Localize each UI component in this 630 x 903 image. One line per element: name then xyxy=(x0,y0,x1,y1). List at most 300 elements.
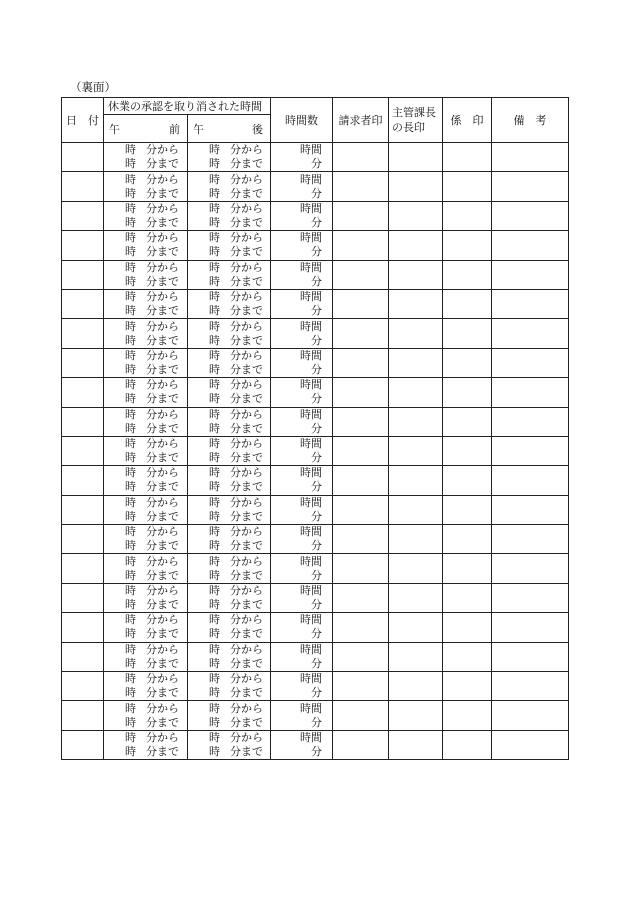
from-label: 分から xyxy=(230,260,263,274)
hour-label: 時 xyxy=(209,421,220,435)
pm-time-cell[interactable] xyxy=(188,348,271,377)
header-manager-seal xyxy=(389,98,443,143)
from-label: 分から xyxy=(146,348,179,362)
duration-hours-label: 時間 xyxy=(300,554,322,568)
from-label: 分から xyxy=(230,201,263,215)
clerk-seal-cell[interactable] xyxy=(443,260,492,289)
duration-hours-label: 時間 xyxy=(300,172,322,186)
table-row xyxy=(62,143,569,172)
hour-label: 時 xyxy=(209,231,220,245)
date-cell[interactable] xyxy=(62,583,104,612)
duration-hours-label: 時間 xyxy=(300,731,322,744)
manager-seal-cell[interactable] xyxy=(389,554,443,583)
clerk-seal-cell[interactable] xyxy=(443,172,492,201)
date-cell[interactable] xyxy=(62,260,104,289)
requester-seal-cell[interactable] xyxy=(333,613,389,642)
duration-cell[interactable] xyxy=(271,289,333,318)
clerk-seal-cell[interactable] xyxy=(443,407,492,436)
duration-minutes-label: 分 xyxy=(311,215,322,229)
duration-cell[interactable] xyxy=(271,466,333,495)
from-label: 分から xyxy=(146,319,179,333)
until-label: 分まで xyxy=(230,451,263,465)
requester-seal-cell[interactable] xyxy=(333,642,389,671)
hour-label: 時 xyxy=(125,378,136,392)
remarks-cell[interactable] xyxy=(492,701,569,730)
hour-label: 時 xyxy=(125,672,136,686)
date-cell[interactable] xyxy=(62,466,104,495)
hour-label: 時 xyxy=(125,290,136,304)
am-time-cell[interactable] xyxy=(104,701,188,730)
am-time-cell[interactable] xyxy=(104,436,188,465)
requester-seal-cell[interactable] xyxy=(333,143,389,172)
until-label: 分まで xyxy=(230,157,263,171)
manager-seal-cell[interactable] xyxy=(389,319,443,348)
header-pm-left: 午 xyxy=(193,123,204,136)
from-label: 分から xyxy=(230,348,263,362)
pm-time-cell[interactable] xyxy=(188,701,271,730)
hour-label: 時 xyxy=(125,172,136,186)
duration-minutes-label: 分 xyxy=(311,509,322,523)
requester-seal-cell[interactable] xyxy=(333,348,389,377)
duration-cell[interactable] xyxy=(271,348,333,377)
clerk-seal-cell[interactable] xyxy=(443,642,492,671)
remarks-cell[interactable] xyxy=(492,495,569,524)
table-row xyxy=(62,260,569,289)
until-label: 分まで xyxy=(146,539,179,553)
manager-seal-cell[interactable] xyxy=(389,378,443,407)
am-time-cell[interactable] xyxy=(104,554,188,583)
manager-seal-cell[interactable] xyxy=(389,172,443,201)
date-cell[interactable] xyxy=(62,172,104,201)
hour-label: 時 xyxy=(125,143,136,157)
table-row xyxy=(62,172,569,201)
clerk-seal-cell[interactable] xyxy=(443,730,492,759)
pm-time-cell[interactable] xyxy=(188,554,271,583)
clerk-seal-cell[interactable] xyxy=(443,436,492,465)
date-cell[interactable] xyxy=(62,201,104,230)
pm-time-cell[interactable] xyxy=(188,143,271,172)
remarks-cell[interactable] xyxy=(492,466,569,495)
am-time-cell[interactable] xyxy=(104,319,188,348)
duration-cell[interactable] xyxy=(271,730,333,759)
table-row xyxy=(62,701,569,730)
hour-label: 時 xyxy=(209,509,220,523)
manager-seal-cell[interactable] xyxy=(389,466,443,495)
date-cell[interactable] xyxy=(62,143,104,172)
date-cell[interactable] xyxy=(62,554,104,583)
table-row xyxy=(62,642,569,671)
from-label: 分から xyxy=(146,172,179,186)
date-cell[interactable] xyxy=(62,525,104,554)
until-label: 分まで xyxy=(146,715,179,729)
until-label: 分まで xyxy=(230,304,263,318)
am-time-cell[interactable] xyxy=(104,672,188,701)
date-cell[interactable] xyxy=(62,231,104,260)
date-cell[interactable] xyxy=(62,378,104,407)
until-label: 分まで xyxy=(146,509,179,523)
clerk-seal-cell[interactable] xyxy=(443,525,492,554)
hour-label: 時 xyxy=(125,642,136,656)
clerk-seal-cell[interactable] xyxy=(443,143,492,172)
am-time-cell[interactable] xyxy=(104,143,188,172)
requester-seal-cell[interactable] xyxy=(333,701,389,730)
date-cell[interactable] xyxy=(62,436,104,465)
duration-cell[interactable] xyxy=(271,613,333,642)
hour-label: 時 xyxy=(125,231,136,245)
requester-seal-cell[interactable] xyxy=(333,172,389,201)
manager-seal-cell[interactable] xyxy=(389,672,443,701)
clerk-seal-cell[interactable] xyxy=(443,466,492,495)
remarks-cell[interactable] xyxy=(492,583,569,612)
duration-minutes-label: 分 xyxy=(311,480,322,494)
from-label: 分から xyxy=(230,642,263,656)
duration-cell[interactable] xyxy=(271,260,333,289)
from-label: 分から xyxy=(230,407,263,421)
table-row xyxy=(62,436,569,465)
clerk-seal-cell[interactable] xyxy=(443,554,492,583)
hour-label: 時 xyxy=(209,143,220,157)
from-label: 分から xyxy=(230,231,263,245)
manager-seal-cell[interactable] xyxy=(389,407,443,436)
date-cell[interactable] xyxy=(62,701,104,730)
requester-seal-cell[interactable] xyxy=(333,672,389,701)
pm-time-cell[interactable] xyxy=(188,201,271,230)
hour-label: 時 xyxy=(209,304,220,318)
duration-cell[interactable] xyxy=(271,231,333,260)
remarks-cell[interactable] xyxy=(492,172,569,201)
am-time-cell[interactable] xyxy=(104,348,188,377)
duration-cell[interactable] xyxy=(271,554,333,583)
duration-hours-label: 時間 xyxy=(300,319,322,333)
until-label: 分まで xyxy=(146,392,179,406)
hour-label: 時 xyxy=(209,407,220,421)
duration-cell[interactable] xyxy=(271,143,333,172)
duration-minutes-label: 分 xyxy=(311,392,322,406)
duration-cell[interactable] xyxy=(271,319,333,348)
duration-minutes-label: 分 xyxy=(311,157,322,171)
remarks-cell[interactable] xyxy=(492,201,569,230)
until-label: 分まで xyxy=(230,274,263,288)
requester-seal-cell[interactable] xyxy=(333,289,389,318)
until-label: 分まで xyxy=(146,568,179,582)
pm-time-cell[interactable] xyxy=(188,289,271,318)
pm-time-cell[interactable] xyxy=(188,495,271,524)
hour-label: 時 xyxy=(209,525,220,539)
hour-label: 時 xyxy=(209,598,220,612)
duration-cell[interactable] xyxy=(271,436,333,465)
pm-time-cell[interactable] xyxy=(188,613,271,642)
hour-label: 時 xyxy=(125,274,136,288)
from-label: 分から xyxy=(146,495,179,509)
remarks-cell[interactable] xyxy=(492,436,569,465)
header-clerk-seal: 係 印 xyxy=(443,98,492,143)
date-cell[interactable] xyxy=(62,730,104,759)
am-time-cell[interactable] xyxy=(104,378,188,407)
hour-label: 時 xyxy=(209,466,220,480)
remarks-cell[interactable] xyxy=(492,642,569,671)
from-label: 分から xyxy=(146,613,179,627)
manager-seal-cell[interactable] xyxy=(389,201,443,230)
remarks-cell[interactable] xyxy=(492,613,569,642)
clerk-seal-cell[interactable] xyxy=(443,583,492,612)
date-cell[interactable] xyxy=(62,319,104,348)
remarks-cell[interactable] xyxy=(492,231,569,260)
hour-label: 時 xyxy=(125,554,136,568)
remarks-cell[interactable] xyxy=(492,672,569,701)
duration-cell[interactable] xyxy=(271,672,333,701)
pm-time-cell[interactable] xyxy=(188,583,271,612)
header-pm-right: 後 xyxy=(252,123,263,136)
pm-time-cell[interactable] xyxy=(188,730,271,759)
duration-cell[interactable] xyxy=(271,201,333,230)
pm-time-cell[interactable] xyxy=(188,436,271,465)
clerk-seal-cell[interactable] xyxy=(443,378,492,407)
table-row xyxy=(62,730,569,759)
clerk-seal-cell[interactable] xyxy=(443,613,492,642)
until-label: 分まで xyxy=(146,421,179,435)
hour-label: 時 xyxy=(209,627,220,641)
hour-label: 時 xyxy=(125,421,136,435)
duration-minutes-label: 分 xyxy=(311,362,322,376)
clerk-seal-cell[interactable] xyxy=(443,319,492,348)
manager-seal-cell[interactable] xyxy=(389,642,443,671)
manager-seal-cell[interactable] xyxy=(389,289,443,318)
requester-seal-cell[interactable] xyxy=(333,378,389,407)
hour-label: 時 xyxy=(209,274,220,288)
from-label: 分から xyxy=(230,701,263,715)
until-label: 分まで xyxy=(146,186,179,200)
cancellation-record-table xyxy=(61,97,569,760)
date-cell[interactable] xyxy=(62,407,104,436)
pm-time-cell[interactable] xyxy=(188,378,271,407)
duration-cell[interactable] xyxy=(271,172,333,201)
manager-seal-cell[interactable] xyxy=(389,436,443,465)
am-time-cell[interactable] xyxy=(104,613,188,642)
requester-seal-cell[interactable] xyxy=(333,525,389,554)
duration-hours-label: 時間 xyxy=(300,701,322,715)
hour-label: 時 xyxy=(209,745,220,758)
hour-label: 時 xyxy=(209,539,220,553)
clerk-seal-cell[interactable] xyxy=(443,201,492,230)
header-remarks: 備 考 xyxy=(492,98,569,143)
clerk-seal-cell[interactable] xyxy=(443,289,492,318)
hour-label: 時 xyxy=(125,362,136,376)
from-label: 分から xyxy=(230,378,263,392)
duration-minutes-label: 分 xyxy=(311,656,322,670)
requester-seal-cell[interactable] xyxy=(333,231,389,260)
hour-label: 時 xyxy=(209,260,220,274)
hour-label: 時 xyxy=(125,215,136,229)
clerk-seal-cell[interactable] xyxy=(443,701,492,730)
duration-minutes-label: 分 xyxy=(311,421,322,435)
am-time-cell[interactable] xyxy=(104,730,188,759)
am-time-cell[interactable] xyxy=(104,407,188,436)
table-row xyxy=(62,466,569,495)
from-label: 分から xyxy=(230,584,263,598)
clerk-seal-cell[interactable] xyxy=(443,231,492,260)
until-label: 分まで xyxy=(230,598,263,612)
pm-time-cell[interactable] xyxy=(188,672,271,701)
duration-minutes-label: 分 xyxy=(311,598,322,612)
duration-hours-label: 時間 xyxy=(300,437,322,451)
pm-time-cell[interactable] xyxy=(188,231,271,260)
duration-cell[interactable] xyxy=(271,407,333,436)
hour-label: 時 xyxy=(209,642,220,656)
requester-seal-cell[interactable] xyxy=(333,201,389,230)
hour-label: 時 xyxy=(209,319,220,333)
remarks-cell[interactable] xyxy=(492,407,569,436)
clerk-seal-cell[interactable] xyxy=(443,495,492,524)
until-label: 分まで xyxy=(230,186,263,200)
table-row xyxy=(62,289,569,318)
am-time-cell[interactable] xyxy=(104,231,188,260)
remarks-cell[interactable] xyxy=(492,260,569,289)
header-date: 日 付 xyxy=(62,98,104,143)
am-time-cell[interactable] xyxy=(104,260,188,289)
date-cell[interactable] xyxy=(62,348,104,377)
requester-seal-cell[interactable] xyxy=(333,554,389,583)
duration-minutes-label: 分 xyxy=(311,627,322,641)
until-label: 分まで xyxy=(146,656,179,670)
manager-seal-cell[interactable] xyxy=(389,525,443,554)
hour-label: 時 xyxy=(125,568,136,582)
table-row xyxy=(62,348,569,377)
remarks-cell[interactable] xyxy=(492,289,569,318)
manager-seal-cell[interactable] xyxy=(389,231,443,260)
duration-minutes-label: 分 xyxy=(311,539,322,553)
requester-seal-cell[interactable] xyxy=(333,466,389,495)
until-label: 分まで xyxy=(146,686,179,700)
am-time-cell[interactable] xyxy=(104,289,188,318)
record-rows xyxy=(62,143,569,760)
manager-seal-cell[interactable] xyxy=(389,260,443,289)
hour-label: 時 xyxy=(209,613,220,627)
from-label: 分から xyxy=(146,466,179,480)
from-label: 分から xyxy=(146,231,179,245)
am-time-cell[interactable] xyxy=(104,495,188,524)
hour-label: 時 xyxy=(209,672,220,686)
date-cell[interactable] xyxy=(62,289,104,318)
pm-time-cell[interactable] xyxy=(188,407,271,436)
date-cell[interactable] xyxy=(62,495,104,524)
clerk-seal-cell[interactable] xyxy=(443,672,492,701)
duration-cell[interactable] xyxy=(271,583,333,612)
remarks-cell[interactable] xyxy=(492,378,569,407)
requester-seal-cell[interactable] xyxy=(333,583,389,612)
until-label: 分まで xyxy=(146,157,179,171)
hour-label: 時 xyxy=(209,437,220,451)
table-row xyxy=(62,583,569,612)
hour-label: 時 xyxy=(209,378,220,392)
pm-time-cell[interactable] xyxy=(188,172,271,201)
until-label: 分まで xyxy=(146,451,179,465)
requester-seal-cell[interactable] xyxy=(333,319,389,348)
header-hours: 時間数 xyxy=(271,98,333,143)
remarks-cell[interactable] xyxy=(492,319,569,348)
duration-cell[interactable] xyxy=(271,495,333,524)
duration-cell[interactable] xyxy=(271,701,333,730)
duration-minutes-label: 分 xyxy=(311,686,322,700)
requester-seal-cell[interactable] xyxy=(333,436,389,465)
duration-minutes-label: 分 xyxy=(311,568,322,582)
hour-label: 時 xyxy=(209,392,220,406)
until-label: 分まで xyxy=(146,333,179,347)
from-label: 分から xyxy=(146,201,179,215)
am-time-cell[interactable] xyxy=(104,525,188,554)
remarks-cell[interactable] xyxy=(492,730,569,759)
am-time-cell[interactable] xyxy=(104,642,188,671)
pm-time-cell[interactable] xyxy=(188,260,271,289)
from-label: 分から xyxy=(146,290,179,304)
remarks-cell[interactable] xyxy=(492,348,569,377)
am-time-cell[interactable] xyxy=(104,172,188,201)
remarks-cell[interactable] xyxy=(492,143,569,172)
pm-time-cell[interactable] xyxy=(188,466,271,495)
hour-label: 時 xyxy=(125,584,136,598)
manager-seal-cell[interactable] xyxy=(389,583,443,612)
manager-seal-cell[interactable] xyxy=(389,613,443,642)
am-time-cell[interactable] xyxy=(104,583,188,612)
am-time-cell[interactable] xyxy=(104,466,188,495)
until-label: 分まで xyxy=(230,715,263,729)
duration-hours-label: 時間 xyxy=(300,378,322,392)
requester-seal-cell[interactable] xyxy=(333,730,389,759)
pm-time-cell[interactable] xyxy=(188,319,271,348)
until-label: 分まで xyxy=(230,568,263,582)
until-label: 分まで xyxy=(230,245,263,259)
duration-cell[interactable] xyxy=(271,378,333,407)
requester-seal-cell[interactable] xyxy=(333,495,389,524)
hour-label: 時 xyxy=(125,701,136,715)
until-label: 分まで xyxy=(230,745,263,758)
hour-label: 時 xyxy=(125,201,136,215)
hour-label: 時 xyxy=(209,215,220,229)
hour-label: 時 xyxy=(125,186,136,200)
manager-seal-cell[interactable] xyxy=(389,143,443,172)
from-label: 分から xyxy=(230,319,263,333)
hour-label: 時 xyxy=(125,407,136,421)
date-cell[interactable] xyxy=(62,613,104,642)
hour-label: 時 xyxy=(125,656,136,670)
manager-seal-cell[interactable] xyxy=(389,348,443,377)
table-row xyxy=(62,554,569,583)
am-time-cell[interactable] xyxy=(104,201,188,230)
manager-seal-cell[interactable] xyxy=(389,495,443,524)
remarks-cell[interactable] xyxy=(492,554,569,583)
date-cell[interactable] xyxy=(62,672,104,701)
duration-cell[interactable] xyxy=(271,642,333,671)
requester-seal-cell[interactable] xyxy=(333,407,389,436)
requester-seal-cell[interactable] xyxy=(333,260,389,289)
clerk-seal-cell[interactable] xyxy=(443,348,492,377)
from-label: 分から xyxy=(146,143,179,157)
table-row xyxy=(62,231,569,260)
until-label: 分まで xyxy=(230,421,263,435)
remarks-cell[interactable] xyxy=(492,525,569,554)
until-label: 分まで xyxy=(146,627,179,641)
pm-time-cell[interactable] xyxy=(188,525,271,554)
manager-seal-cell[interactable] xyxy=(389,730,443,759)
date-cell[interactable] xyxy=(62,642,104,671)
duration-minutes-label: 分 xyxy=(311,186,322,200)
until-label: 分まで xyxy=(146,745,179,758)
duration-cell[interactable] xyxy=(271,525,333,554)
manager-seal-cell[interactable] xyxy=(389,701,443,730)
from-label: 分から xyxy=(230,731,263,744)
table-row xyxy=(62,407,569,436)
from-label: 分から xyxy=(146,407,179,421)
pm-time-cell[interactable] xyxy=(188,642,271,671)
